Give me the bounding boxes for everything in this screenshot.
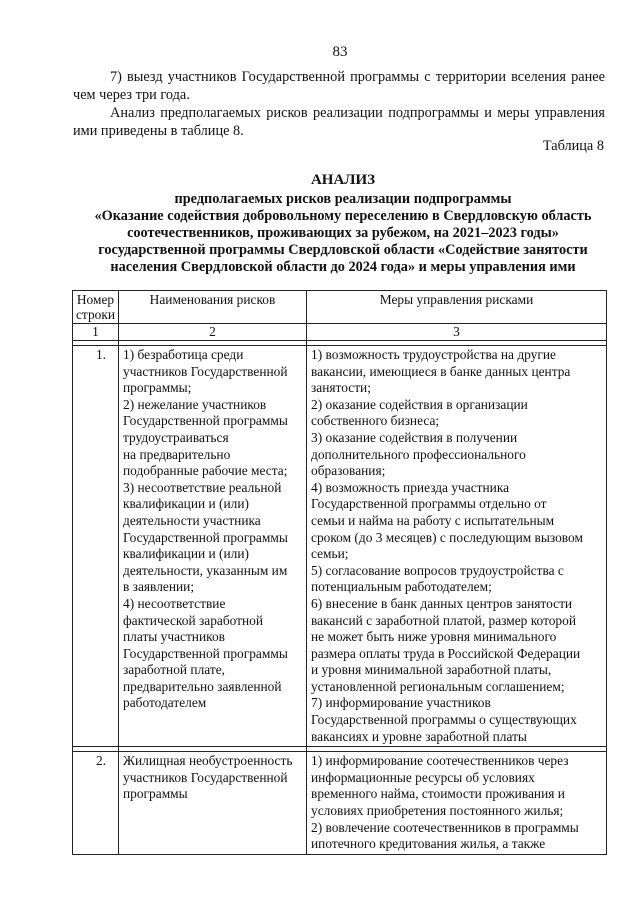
risk-cell-line: работодателем <box>123 695 207 711</box>
risk-cell-line: деятельности, указанным им <box>123 562 288 578</box>
risk-table <box>72 290 607 855</box>
column-index: 3 <box>307 324 607 341</box>
measure-cell-line: и уровня минимальной заработной платы, <box>311 662 552 678</box>
risk-cell-line: платы участников <box>123 629 225 645</box>
measure-cell-line: Государственной программы о существующих <box>311 712 577 728</box>
risk-cell-line: программы; <box>123 380 192 396</box>
measure-cell-line: 1) информирование соотечественников через <box>311 753 569 769</box>
header-num-line2: строки <box>75 307 116 322</box>
measure-cell-line: 3) оказание содействия в получении <box>311 429 518 445</box>
column-index: 2 <box>119 324 307 341</box>
measure-cell-line: 2) оказание содействия в организации <box>311 396 528 412</box>
column-index-row <box>73 324 607 341</box>
measure-cell-line: 2) вовлечение соотечественников в программы <box>311 819 579 835</box>
table-row <box>73 346 607 747</box>
risk-cell-line: на предварительно <box>123 446 231 462</box>
row-number: 2. <box>73 752 119 855</box>
page-number: 83 <box>332 44 348 60</box>
heading-line: соотечественников, проживающих за рубежом, на 2021–2023 годы» <box>127 225 559 241</box>
risk-cell-line: Государственной программы <box>123 413 288 429</box>
measure-cell <box>307 752 607 855</box>
risk-cell-line: участников Государственной <box>123 769 288 785</box>
measure-cell-line: вакансий с заработной платой, размер которой <box>311 612 576 628</box>
intro-paragraph-2: Анализ предполагаемых рисков реализации подпрограммы и меры управления ими приведены в таблице 8. <box>73 105 605 139</box>
risk-rows <box>73 346 607 855</box>
risk-cell-line: заработной плате, <box>123 662 226 678</box>
risk-cell-line: в заявлении; <box>123 579 195 595</box>
measure-cell-line: потенциальным работодателем; <box>311 579 492 595</box>
measure-cell-line: собственного бизнеса; <box>311 413 440 429</box>
measure-cell-line: условиях приобретения постоянного жилья; <box>311 803 564 819</box>
measure-cell-line: дополнительного профессионального <box>311 446 526 462</box>
measure-cell-line: размера оплаты труда в Российской Федерации <box>311 645 581 661</box>
table-header-row <box>73 291 607 324</box>
risk-cell-line: Жилищная необустроенность <box>123 753 293 769</box>
table-row <box>73 752 607 855</box>
risk-cell-line: деятельности участника <box>123 512 261 528</box>
risk-cell-line: квалификации и (или) <box>123 496 249 512</box>
measure-cell-line: 6) внесение в банк данных центров занятости <box>311 595 573 611</box>
risk-cell <box>119 346 307 747</box>
heading-line: государственной программы Свердловской области «Содействие занятости <box>98 242 588 258</box>
measure-cell-line: образования; <box>311 463 386 479</box>
measure-cell-line: 7) информирование участников <box>311 695 491 711</box>
column-index: 1 <box>73 324 119 341</box>
measure-cell-line: 5) согласование вопросов трудоустройства с <box>311 562 564 578</box>
row-number: 1. <box>73 346 119 747</box>
measure-cell-line: установленной региональным соглашением; <box>311 678 565 694</box>
heading-line: «Оказание содействия добровольному переселению в Свердловскую область <box>94 208 592 224</box>
header-num-line1: Номер <box>76 292 115 307</box>
measure-cell-line: не может быть ниже уровня минимального <box>311 629 557 645</box>
measure-cell-line: вакансиях и уровне заработной платы <box>311 728 527 744</box>
risk-cell-line: Государственной программы <box>123 645 288 661</box>
measure-cell-line: информационные ресурсы об условиях <box>311 769 535 785</box>
heading-line: предполагаемых рисков реализации подпрограммы <box>174 191 512 207</box>
table-label: Таблица 8 <box>542 138 604 154</box>
risk-cell-line: квалификации и (или) <box>123 546 249 562</box>
measure-cell-line: ипотечного кредитования жилья, а также <box>311 836 546 852</box>
measure-cell-line: занятости; <box>311 380 371 396</box>
measure-cell-line: вакансии, имеющиеся в банке данных центра <box>311 363 571 379</box>
risk-cell-line: участников Государственной <box>123 363 288 379</box>
risk-cell-line: 1) безработица среди <box>123 347 244 362</box>
header-risks: Наименования рисков <box>119 291 307 324</box>
measure-cell-line: временного найма, стоимости проживания и <box>311 786 565 802</box>
risk-cell-line: подобранные рабочие места; <box>123 463 288 479</box>
measure-cell-line: Государственной программы отдельно от <box>311 496 547 512</box>
intro-paragraph-1: 7) выезд участников Государственной программы с территории вселения ранее чем через три года. <box>73 69 605 103</box>
measure-cell-line: семьи и найма на работу с испытательным <box>311 512 555 528</box>
risk-cell-line: 4) несоответствие <box>123 595 226 611</box>
risk-cell-line: предварительно заявленной <box>123 678 282 694</box>
measure-cell-line: 4) возможность приезда участника <box>311 479 510 495</box>
heading-line: населения Свердловской области до 2024 года» и меры управления ими <box>110 259 576 275</box>
measure-cell <box>307 346 607 747</box>
measure-cell-line: 1) возможность трудоустройства на другие <box>311 347 556 362</box>
header-measures: Меры управления рисками <box>307 291 607 324</box>
measure-cell-line: сроком (до 3 месяцев) с последующим вызовом <box>311 529 583 545</box>
risk-cell-line: программы <box>123 786 188 802</box>
risk-cell-line: 2) нежелание участников <box>123 396 267 412</box>
heading-title: АНАЛИЗ <box>310 172 376 188</box>
measure-cell-line: семьи; <box>311 546 349 562</box>
heading-subtitle <box>60 191 626 276</box>
risk-cell-line: Государственной программы <box>123 529 288 545</box>
risk-cell-line: трудоустраиваться <box>123 429 229 445</box>
header-row-number <box>73 291 119 324</box>
risk-cell <box>119 752 307 855</box>
risk-cell-line: фактической заработной <box>123 612 264 628</box>
risk-cell-line: 3) несоответствие реальной <box>123 479 282 495</box>
